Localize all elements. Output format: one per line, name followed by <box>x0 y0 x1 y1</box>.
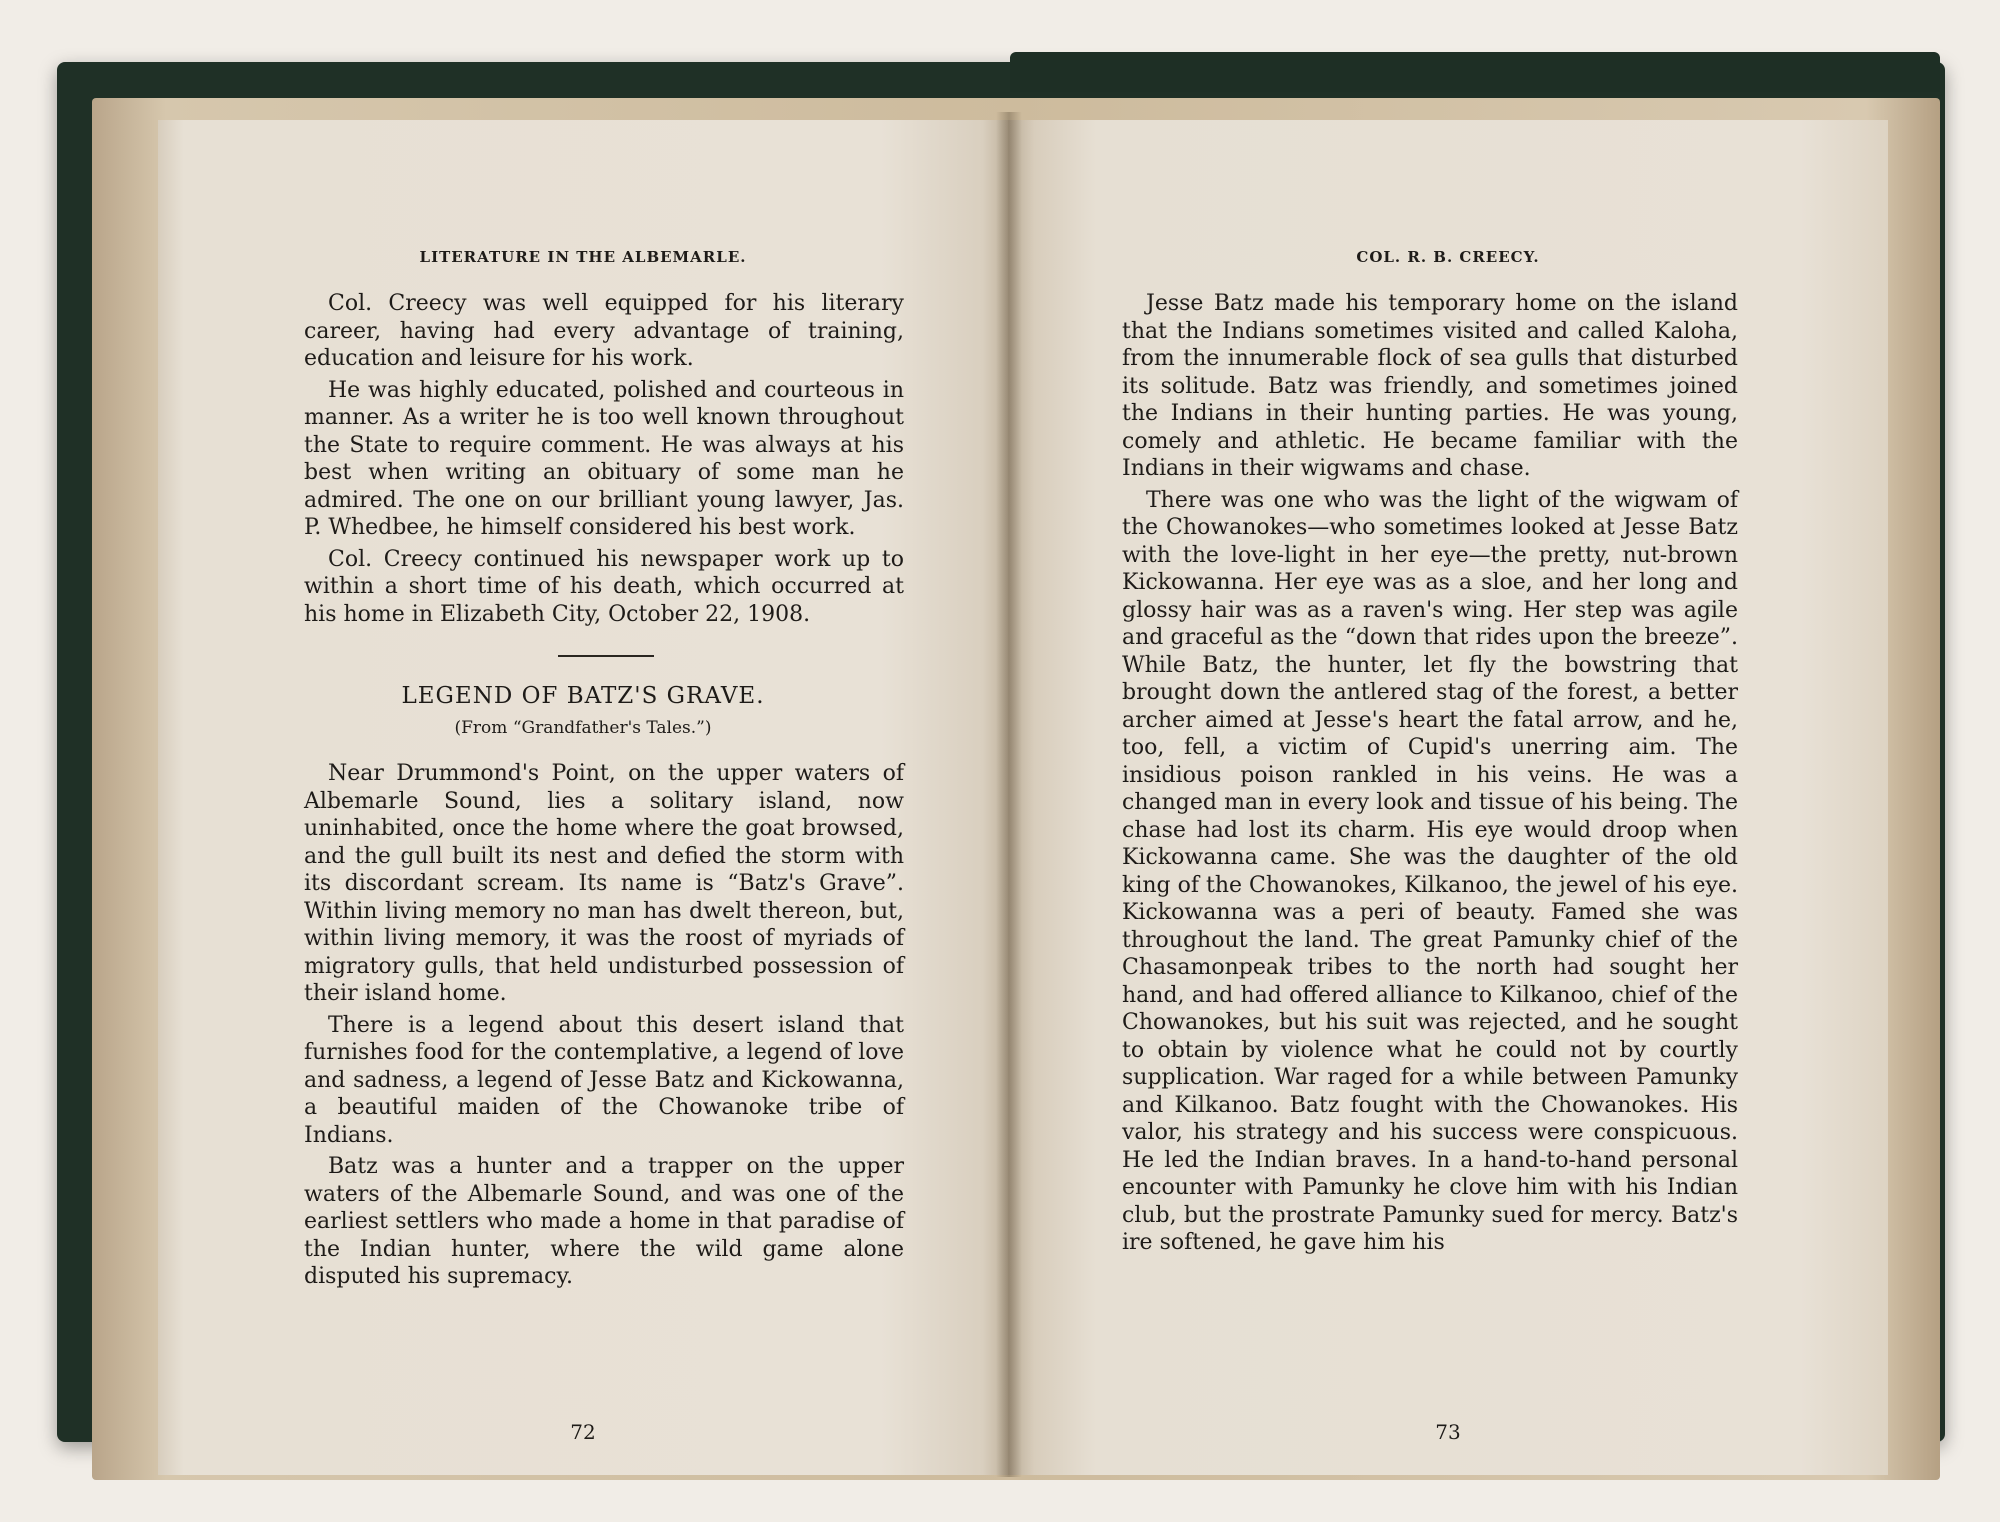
left-bottom-text <box>304 760 904 1291</box>
section-title: LEGEND OF BATZ'S GRAVE. <box>401 683 765 709</box>
left-page-number: 72 <box>570 1420 596 1444</box>
paragraph: Near Drummond's Point, on the upper waters of Albemarle Sound, lies a solitary island, now uninhabited, once the home where the goat browsed, and the gull built its nest and defied the storm with its discordant scream. Its name is “Batz's Grave”. Within living memory no man has dwelt thereon, but, within living memory, it was the roost of myriads of migratory gulls, that held undisturbed possession of their island home. <box>304 761 904 1006</box>
right-running-head: COL. R. B. CREECY. <box>1356 248 1540 266</box>
section-divider <box>558 655 654 657</box>
paragraph: There was one who was the light of the wigwam of the Chowanokes—who sometimes looked at Jesse Batz with the love-light in her eye—the pretty, nut-brown Kickowanna. Her eye was as a sloe, and her long and glossy hair was as a raven's wing. Her step was agile and graceful as the “down that rides upon the breeze”. While Batz, the hunter, let fly the bowstring that brought down the antlered stag of the forest, a better archer aimed at Jesse's heart the fatal arrow, and he, too, fell, a victim of Cupid's unerring aim. The insidious poison rankled in his veins. He was a changed man in every look and tissue of his being. The chase had lost its charm. His eye would droop when Kickowanna came. She was the daughter of the old king of the Chowanokes, Kilkanoo, the jewel of his eye. Kickowanna was a peri of beauty. Famed she was throughout the land. The great Pamunky chief of the Chasamonpeak tribes to the north had sought her hand, and had offered alliance to Kilkanoo, chief of the Chowanokes, but his suit was rejected, and he sought to obtain by violence what he could not by courtly supplication. War raged for a while between Pamunky and Kilkanoo. Batz fought with the Chowanokes. His valor, his strategy and his success were conspicuous. He led the Indian braves. In a hand-to-hand personal encounter with Pamunky he clove him with his Indian club, but the prostrate Pamunky sued for mercy. Batz's ire softened, he gave him his <box>1122 487 1738 1255</box>
left-top-text <box>304 290 904 628</box>
book-gutter <box>996 112 1022 1477</box>
book-spine-top <box>1010 52 1940 92</box>
paragraph: Col. Creecy was well equipped for his literary career, having had every advantage of training, education and leisure for his work. <box>304 291 904 371</box>
section-subtitle: (From “Grandfather's Tales.”) <box>454 718 712 738</box>
paragraph: Col. Creecy continued his newspaper work up to within a short time of his death, which occurred at his home in Elizabeth City, October 22, 1908. <box>304 546 904 627</box>
right-page <box>1008 120 1888 1475</box>
paragraph: Batz was a hunter and a trapper on the upper waters of the Albemarle Sound, and was one of the earliest settlers who made a home in that paradise of the Indian hunter, where the wild game alone disputed his supremacy. <box>304 1154 904 1289</box>
right-page-number: 73 <box>1435 1420 1461 1444</box>
paragraph: There is a legend about this desert island that furnishes food for the contemplative, a legend of love and sadness, a legend of Jesse Batz and Kickowanna, a beautiful maiden of the Chowanoke tribe of Indians. <box>304 1012 904 1148</box>
paragraph: Jesse Batz made his temporary home on the island that the Indians sometimes visited and called Kaloha, from the innumerable flock of sea gulls that disturbed its solitude. Batz was friendly, and sometimes joined the Indians in their hunting parties. He was young, comely and athletic. He became familiar with the Indians in their wigwams and chase. <box>1122 291 1738 481</box>
left-page <box>158 120 1008 1475</box>
right-text <box>1122 290 1738 1257</box>
left-running-head: LITERATURE IN THE ALBEMARLE. <box>419 248 747 266</box>
paragraph: He was highly educated, polished and courteous in manner. As a writer he is too well known throughout the State to require comment. He was always at his best when writing an obituary of some man he admired. The one on our brilliant young lawyer, Jas. P. Whedbee, he himself considered his best work. <box>304 377 904 540</box>
